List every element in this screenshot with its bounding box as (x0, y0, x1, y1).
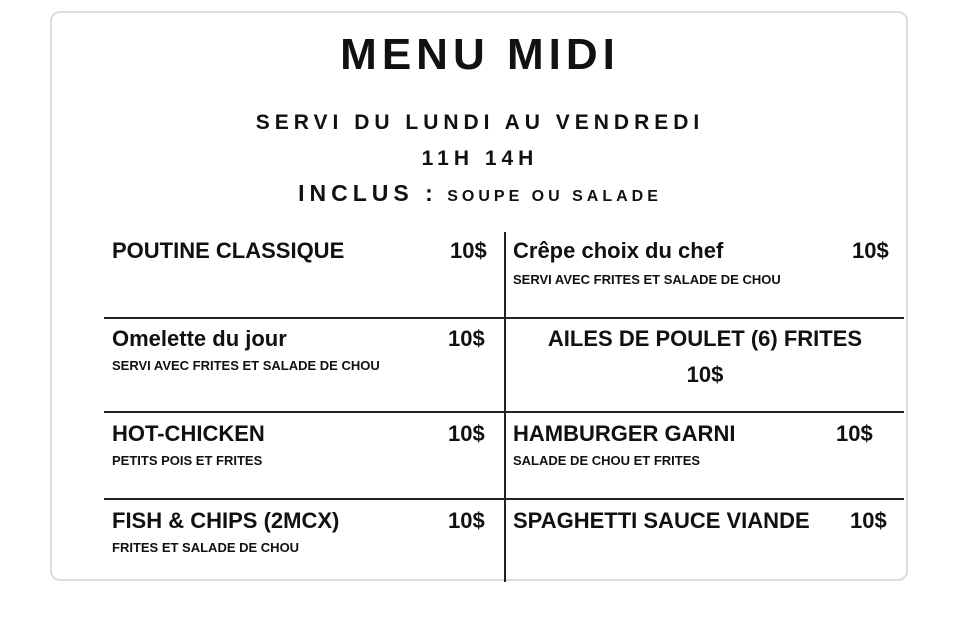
item-ailes-name: AILES DE POULET (6) FRITES (547, 326, 863, 351)
item-hamburger-desc: SALADE DE CHOU ET FRITES (513, 453, 701, 468)
item-crepe-desc: SERVI AVEC FRITES ET SALADE DE CHOU (513, 272, 781, 287)
item-spaghetti-price: 10$ (850, 508, 887, 533)
included-value: SOUPE OU SALADE (447, 188, 662, 205)
menu-card (50, 11, 908, 581)
item-crepe-price: 10$ (852, 238, 889, 263)
item-ailes-price: 10$ (686, 362, 724, 387)
item-spaghetti-name: SPAGHETTI SAUCE VIANDE (513, 508, 810, 533)
item-omelette-name: Omelette du jour (112, 326, 287, 351)
column-divider (504, 232, 506, 582)
item-omelette-price: 10$ (448, 326, 485, 351)
item-hamburger-name: HAMBURGER GARNI (513, 421, 736, 446)
item-poutine-name: POUTINE CLASSIQUE (112, 238, 345, 263)
item-poutine-price: 10$ (450, 238, 487, 263)
served-days: SERVI DU LUNDI AU VENDREDI (255, 111, 705, 134)
item-fish-desc: FRITES ET SALADE DE CHOU (112, 540, 300, 555)
item-omelette-desc: SERVI AVEC FRITES ET SALADE DE CHOU (112, 358, 380, 373)
served-hours: 11H 14H (421, 147, 539, 170)
included-label: INCLUS : (298, 180, 438, 206)
item-hotchicken-price: 10$ (448, 421, 485, 446)
item-hamburger-price: 10$ (836, 421, 873, 446)
menu-title: MENU MIDI (340, 30, 620, 79)
item-crepe-name: Crêpe choix du chef (513, 238, 724, 263)
item-hotchicken-name: HOT-CHICKEN (112, 421, 265, 446)
item-fish-name: FISH & CHIPS (2MCX) (112, 508, 340, 533)
row-divider (104, 498, 904, 500)
item-hotchicken-desc: PETITS POIS ET FRITES (112, 453, 263, 468)
item-fish-price: 10$ (448, 508, 485, 533)
row-divider (104, 411, 904, 413)
row-divider (104, 317, 904, 319)
included-line (0, 180, 960, 207)
